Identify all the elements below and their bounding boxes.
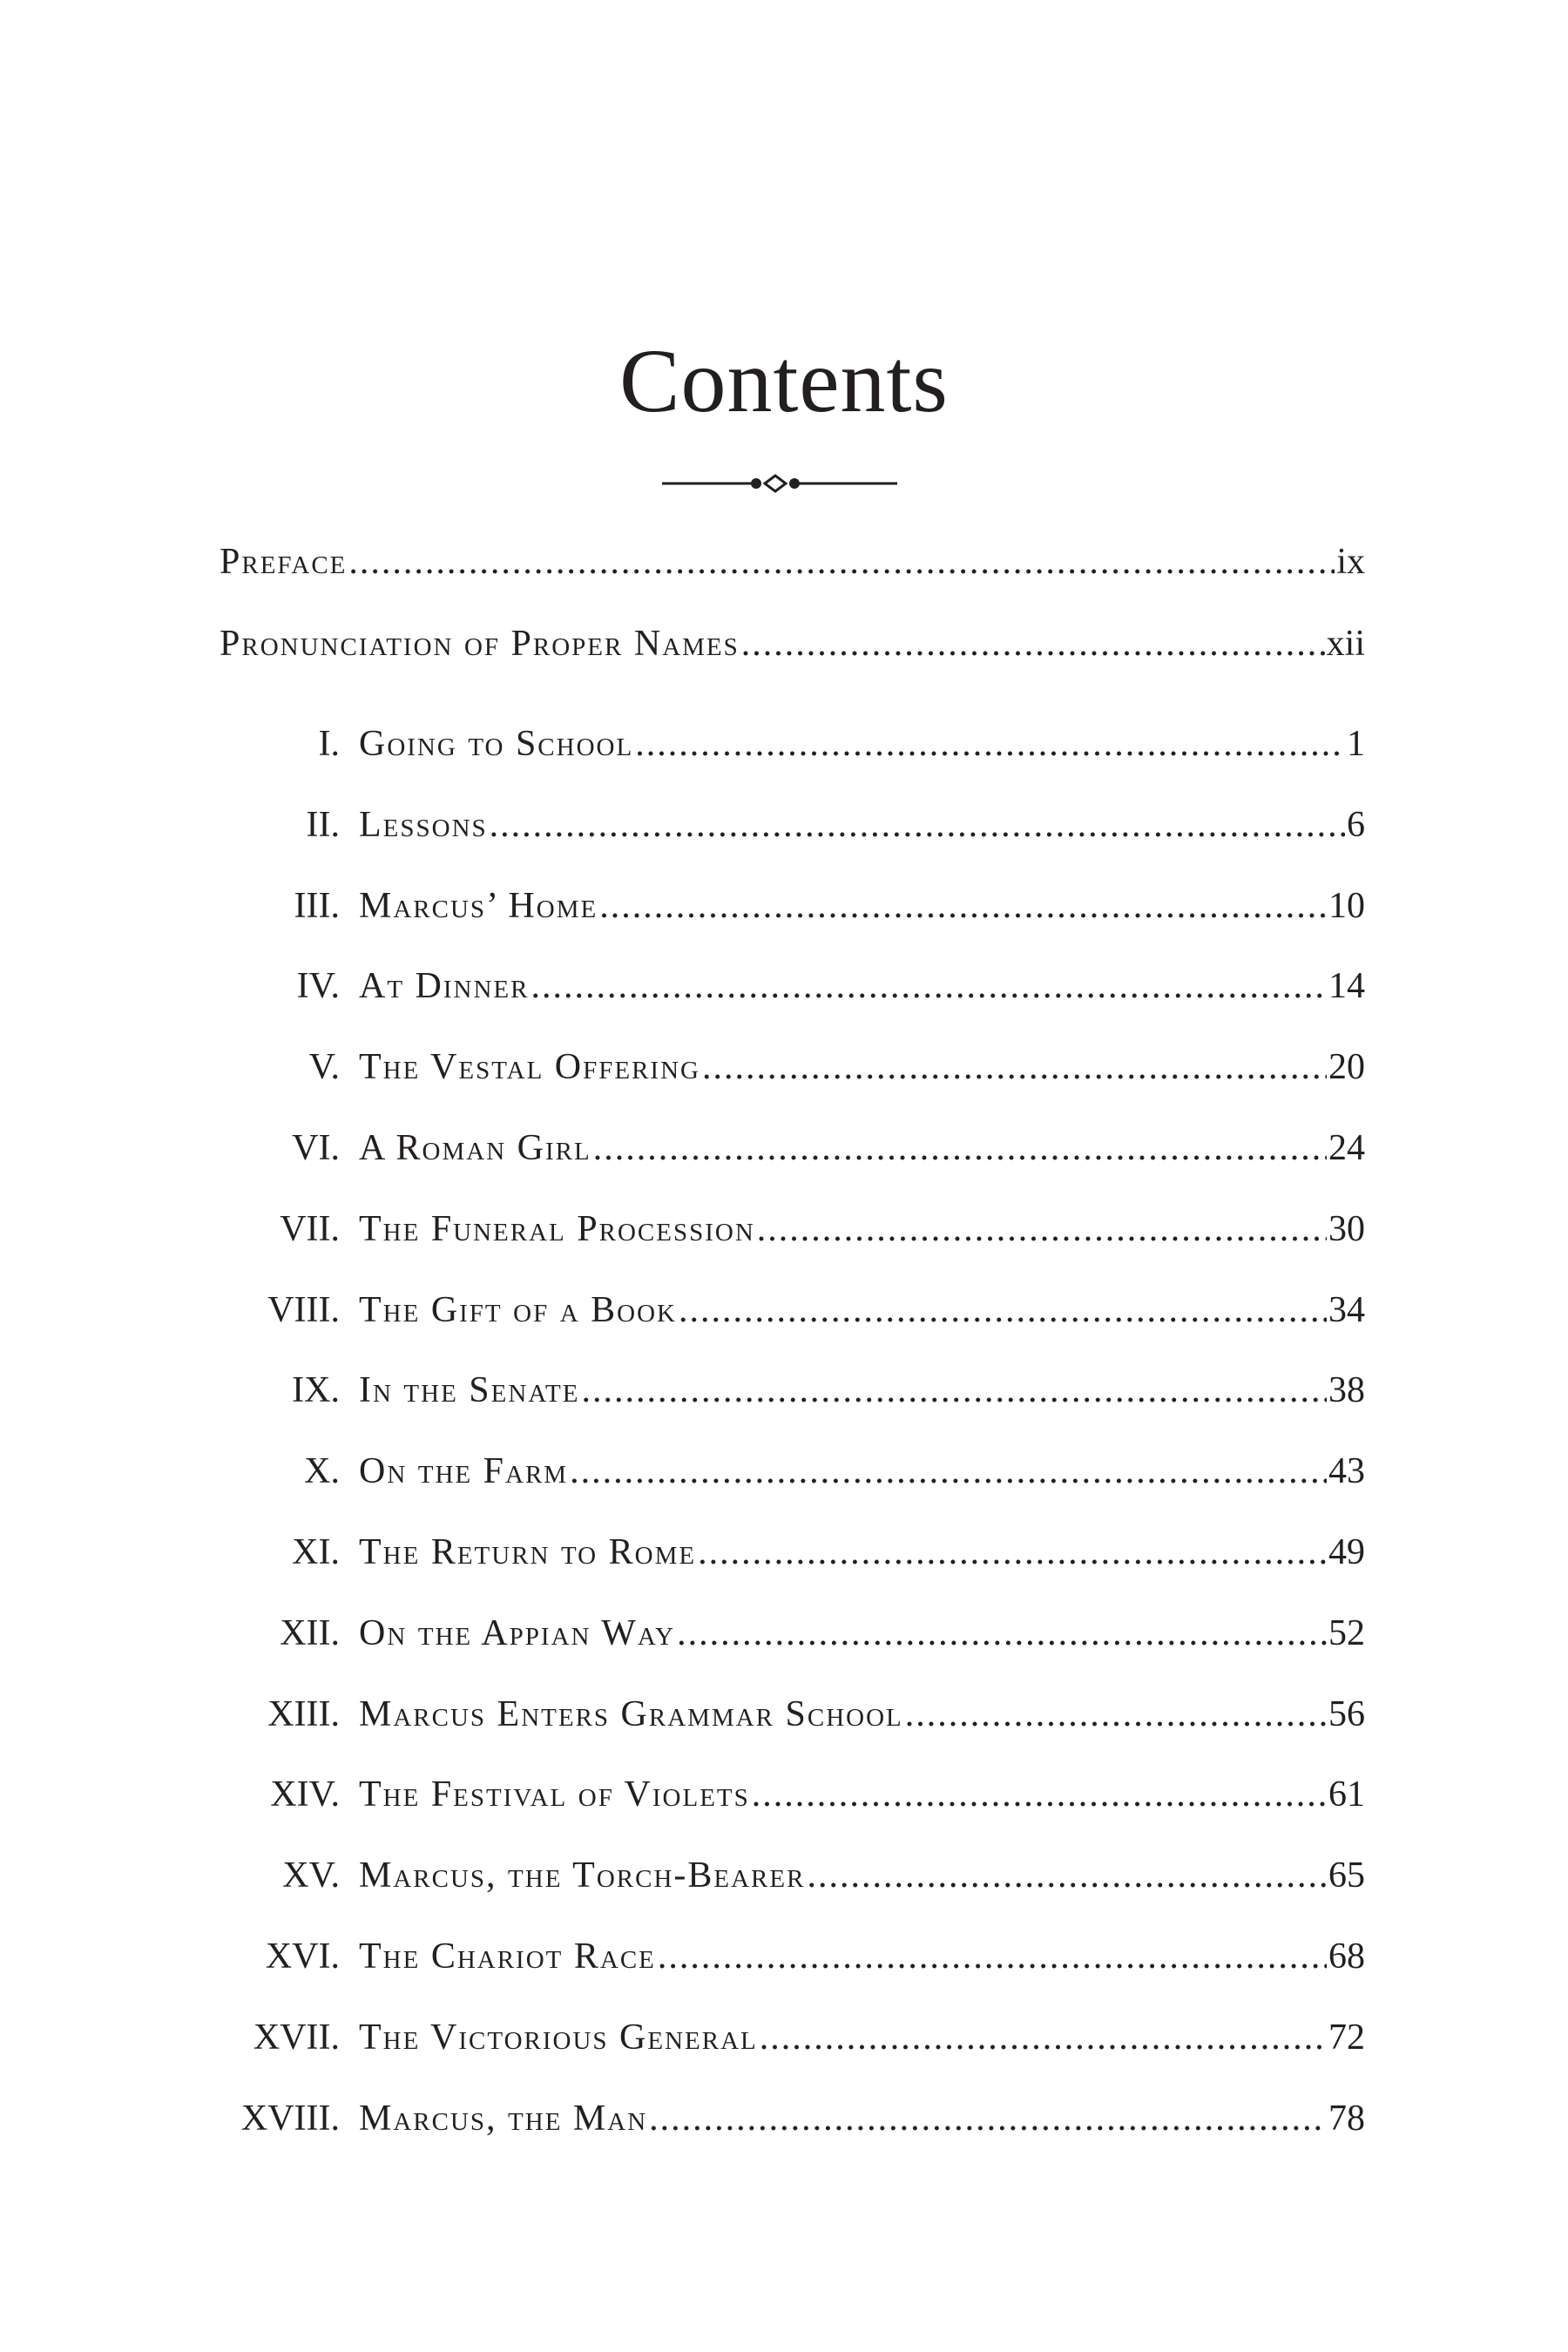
dot-leader: [658, 1926, 1327, 1987]
dot-leader: [807, 1845, 1327, 1906]
toc-chapter-entry: [220, 2007, 1365, 2068]
chapter-title: On the Appian Way: [359, 1612, 676, 1653]
chapter-page-number: 10: [1328, 885, 1365, 926]
chapter-title: Marcus, the Man: [359, 2098, 648, 2139]
chapter-page-number: 43: [1328, 1451, 1365, 1492]
chapter-title: In the Senate: [359, 1370, 580, 1411]
chapter-page-number: 49: [1328, 1532, 1365, 1572]
toc-chapter-entry: [220, 1764, 1365, 1825]
chapter-numeral: XIII.: [267, 1693, 340, 1734]
chapter-numeral: VIII.: [267, 1289, 340, 1330]
chapter-title: Marcus Enters Grammar School: [359, 1693, 903, 1734]
toc-chapter-entry: [220, 1441, 1365, 1502]
toc-chapter-entry: [220, 794, 1365, 855]
toc-entry-page-number: ix: [1336, 542, 1365, 582]
chapter-numeral: XVII.: [253, 2017, 340, 2058]
chapter-title: Marcus’ Home: [359, 885, 598, 926]
chapter-numeral: XVIII.: [240, 2098, 340, 2139]
dot-leader: [702, 1037, 1327, 1098]
chapter-numeral: VI.: [292, 1128, 340, 1168]
dot-leader: [593, 1118, 1327, 1179]
chapter-page-number: 14: [1328, 966, 1365, 1007]
chapter-numeral: III.: [294, 885, 340, 926]
chapter-numeral: X.: [304, 1451, 340, 1492]
chapter-page-number: 6: [1347, 804, 1365, 845]
chapter-page-number: 38: [1328, 1370, 1365, 1411]
chapter-title: The Gift of a Book: [359, 1289, 677, 1330]
chapter-title: Marcus, the Torch-Bearer: [359, 1855, 806, 1896]
chapter-page-number: 30: [1328, 1208, 1365, 1249]
toc-chapter-entry: [220, 1603, 1365, 1664]
chapter-numeral: XV.: [282, 1855, 340, 1896]
chapter-page-number: 20: [1328, 1047, 1365, 1088]
chapter-page-number: 61: [1328, 1774, 1365, 1815]
dot-leader: [698, 1522, 1327, 1583]
chapter-title: The Funeral Procession: [359, 1208, 755, 1249]
chapter-title: Lessons: [359, 804, 488, 845]
chapter-numeral: XII.: [280, 1612, 340, 1653]
chapter-page-number: 72: [1328, 2017, 1365, 2058]
dot-leader: [599, 875, 1327, 936]
chapter-title: At Dinner: [359, 966, 530, 1007]
toc-chapter-entry: [220, 1845, 1365, 1906]
chapter-page-number: 34: [1328, 1289, 1365, 1330]
dot-leader: [635, 713, 1345, 774]
toc-chapter-entry: [220, 1684, 1365, 1745]
dot-leader: [741, 613, 1325, 674]
chapter-title: Going to School: [359, 724, 634, 764]
chapter-title: The Vestal Offering: [359, 1047, 700, 1088]
chapter-title: The Festival of Violets: [359, 1774, 750, 1815]
chapter-numeral: XIV.: [270, 1774, 340, 1815]
toc-chapter-entry: [220, 1037, 1365, 1098]
dot-leader: [649, 2088, 1327, 2149]
toc-chapter-entry: [220, 2088, 1365, 2149]
toc-chapter-entry: [220, 1118, 1365, 1179]
chapter-numeral: I.: [318, 724, 340, 764]
chapter-title: The Victorious General: [359, 2017, 758, 2058]
chapter-page-number: 56: [1328, 1693, 1365, 1734]
dot-leader: [760, 2007, 1327, 2068]
chapter-page-number: 52: [1328, 1612, 1365, 1653]
dot-leader: [570, 1441, 1327, 1502]
chapter-page-number: 68: [1328, 1936, 1365, 1977]
chapter-numeral: XVI.: [265, 1936, 340, 1977]
chapter-numeral: V.: [308, 1047, 340, 1088]
dot-leader: [677, 1603, 1327, 1664]
chapter-page-number: 78: [1328, 2098, 1365, 2139]
toc-chapter-entry: [220, 1360, 1365, 1421]
chapter-numeral: II.: [306, 804, 340, 845]
chapter-title: The Chariot Race: [359, 1936, 656, 1977]
toc-entry: [220, 613, 1365, 674]
dot-leader: [581, 1360, 1327, 1421]
toc-chapter-entry: [220, 875, 1365, 936]
toc-entry-page-number: xii: [1326, 624, 1365, 664]
toc-chapter-entry: [220, 1280, 1365, 1341]
dot-leader: [905, 1684, 1327, 1745]
dot-leader: [490, 794, 1345, 855]
dot-leader: [757, 1199, 1327, 1260]
chapter-page-number: 24: [1328, 1128, 1365, 1168]
chapter-title: On the Farm: [359, 1451, 569, 1492]
toc-chapter-entry: [220, 713, 1365, 774]
dot-leader: [752, 1764, 1327, 1825]
toc-chapter-entry: [220, 1926, 1365, 1987]
toc-chapter-entry: [220, 1199, 1365, 1260]
chapter-numeral: XI.: [292, 1532, 340, 1572]
toc-chapter-entry: [220, 1522, 1365, 1583]
toc-chapter-entry: [220, 956, 1365, 1017]
toc-entry: [220, 531, 1365, 592]
chapter-page-number: 65: [1328, 1855, 1365, 1896]
chapter-numeral: VII.: [280, 1208, 340, 1249]
page-title: Contents: [619, 331, 949, 431]
chapter-page-number: 1: [1347, 724, 1365, 764]
chapter-title: A Roman Girl: [359, 1128, 591, 1168]
dot-leader: [679, 1280, 1327, 1341]
dot-leader: [531, 956, 1327, 1017]
chapter-numeral: IV.: [296, 966, 340, 1007]
chapter-title: The Return to Rome: [359, 1532, 697, 1572]
toc-entry-label: Preface: [220, 542, 348, 582]
dot-leader: [348, 531, 1335, 592]
chapter-numeral: IX.: [292, 1370, 340, 1411]
toc-entry-label: Pronunciation of Proper Names: [220, 624, 740, 664]
